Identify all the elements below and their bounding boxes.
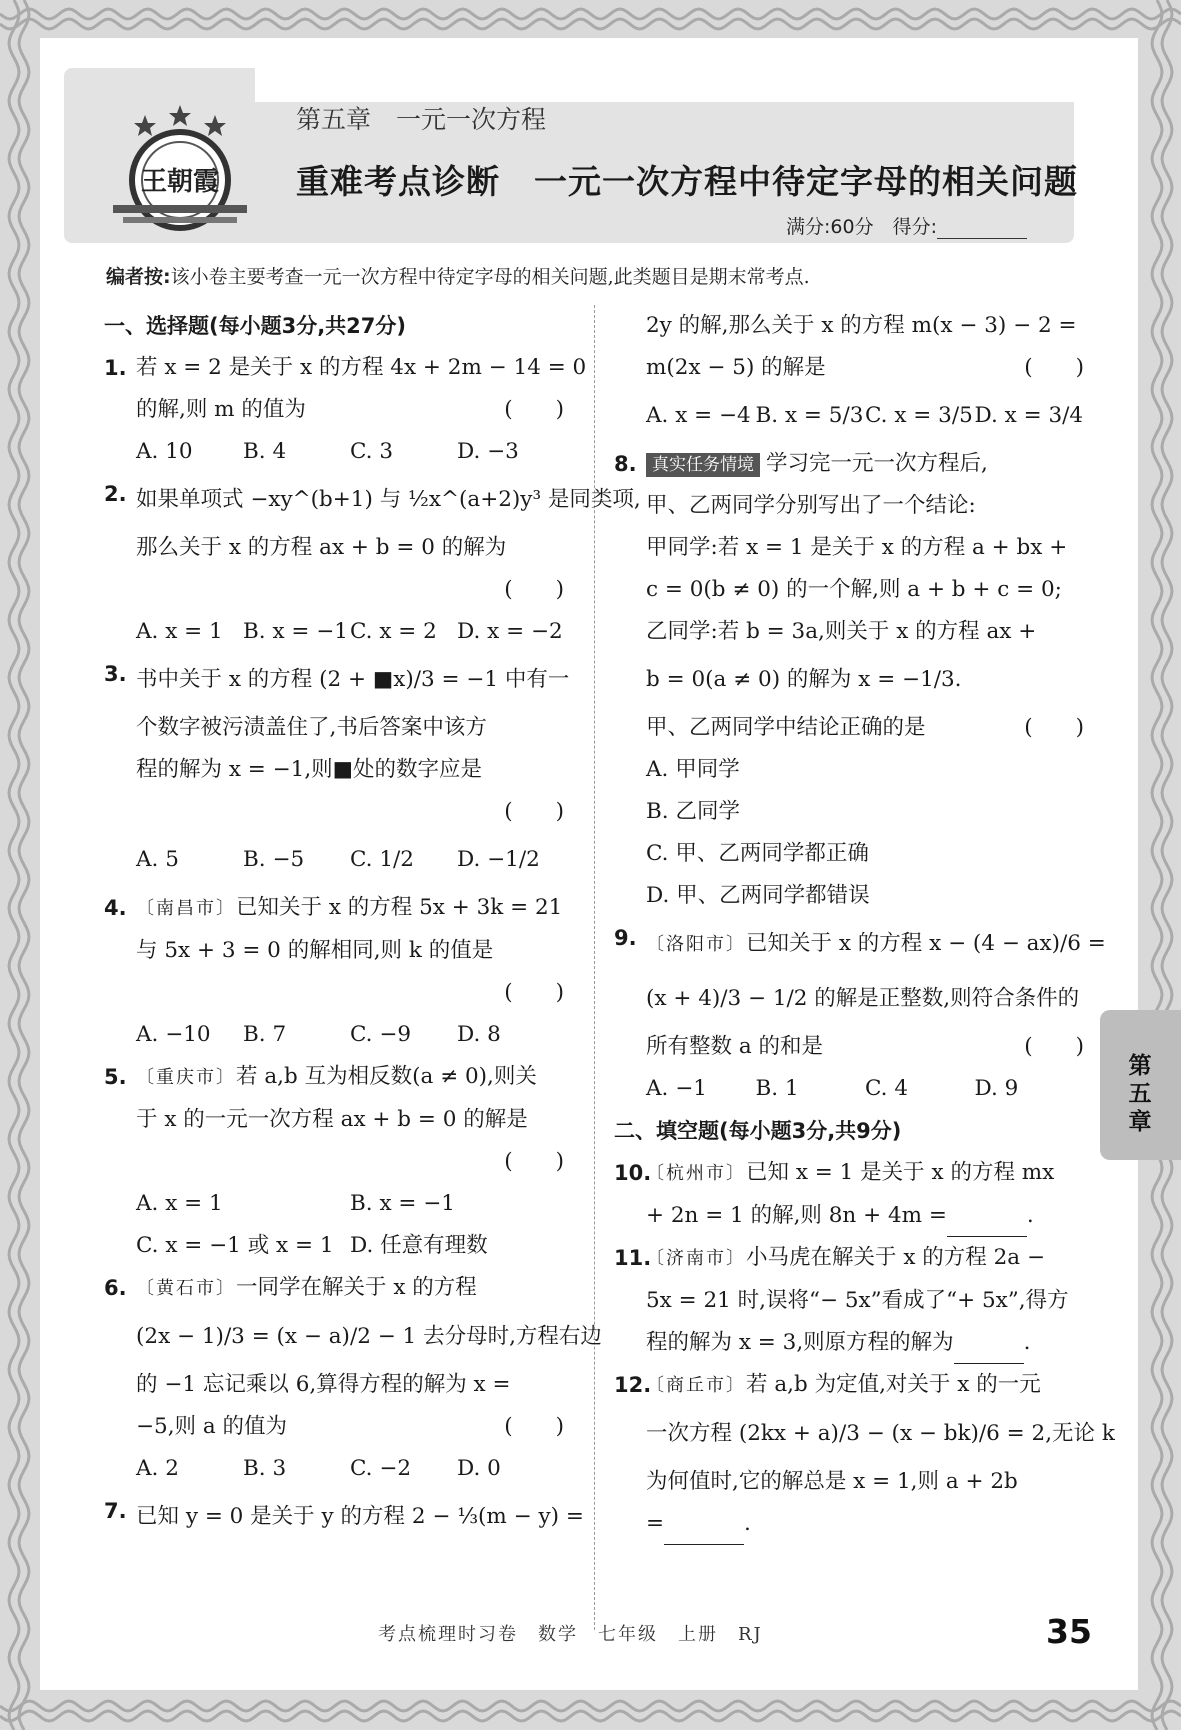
source-city: 〔济南市〕	[646, 1248, 746, 1269]
footer-text: 考点梳理时习卷 数学 七年级 上册 RJ	[378, 1624, 763, 1645]
question-number: 9.	[614, 926, 637, 950]
option-b[interactable]: B. −5	[243, 847, 305, 872]
section-title-fill: 二、填空题(每小题3分,共9分)	[614, 1119, 902, 1143]
question-number: 7.	[104, 1499, 127, 1523]
page-number: 35	[1046, 1612, 1092, 1651]
option-a[interactable]: A. x = 1	[136, 1191, 223, 1216]
option-c[interactable]: C. 3	[350, 439, 394, 464]
question-7-continued	[614, 305, 1084, 443]
question-10	[614, 1152, 1084, 1237]
source-city: 〔商丘市〕	[646, 1375, 746, 1396]
answer-paren[interactable]: ( )	[1024, 715, 1084, 740]
option-a[interactable]: A. −1	[646, 1076, 707, 1101]
option-c[interactable]: C. x = −1 或 x = 1	[136, 1233, 334, 1258]
option-c[interactable]: C. x = 2	[350, 619, 437, 644]
answer-paren[interactable]: ( )	[504, 397, 564, 422]
question-8	[614, 443, 1084, 917]
brand-logo	[105, 95, 255, 235]
option-a[interactable]: A. x = −4	[646, 403, 751, 428]
question-9	[614, 917, 1106, 1110]
question-text: 书中关于 x 的方程 (2 + ■x)/3 = −1 中有一	[136, 667, 570, 692]
question-text: 乙同学:若 b = 3a,则关于 x 的方程 ax +	[646, 619, 1037, 644]
question-text: 程的解为 x = −1,则■处的数字应是	[136, 757, 482, 782]
score-blank[interactable]	[937, 220, 1027, 239]
option-b[interactable]: B. 7	[243, 1022, 287, 1047]
answer-blank[interactable]	[947, 1216, 1027, 1237]
option-a[interactable]: A. x = 1	[136, 619, 223, 644]
score-line	[786, 212, 1027, 239]
option-a[interactable]: A. 2	[136, 1456, 179, 1481]
option-d[interactable]: D. 甲、乙两同学都错误	[646, 883, 870, 908]
option-d[interactable]: D. x = −2	[457, 619, 563, 644]
option-d[interactable]: D. 任意有理数	[350, 1233, 488, 1258]
question-number: 5.	[104, 1065, 127, 1089]
chapter-label: 第五章 一元一次方程	[296, 105, 547, 134]
sentence-end: .	[744, 1511, 751, 1536]
scenario-tag: 真实任务情境	[646, 453, 760, 477]
question-5	[104, 1056, 564, 1267]
question-number: 1.	[104, 356, 127, 380]
question-text: 小马虎在解关于 x 的方程 2a −	[746, 1245, 1045, 1270]
question-text: 为何值时,它的解总是 x = 1,则 a + 2b	[646, 1469, 1018, 1494]
section-title-choice: 一、选择题(每小题3分,共27分)	[104, 314, 407, 338]
option-c[interactable]: C. 4	[865, 1076, 909, 1101]
question-2	[104, 473, 641, 653]
question-number: 8.	[614, 452, 637, 476]
option-b[interactable]: B. 4	[243, 439, 287, 464]
question-text: 的解,则 m 的值为	[136, 397, 306, 422]
answer-paren[interactable]: ( )	[504, 1149, 564, 1174]
source-city: 〔杭州市〕	[646, 1163, 746, 1184]
question-12	[614, 1364, 1115, 1545]
question-number: 10.	[614, 1161, 652, 1185]
option-c[interactable]: C. 甲、乙两同学都正确	[646, 841, 869, 866]
question-number: 2.	[104, 482, 127, 506]
question-6	[104, 1267, 602, 1490]
question-text: 个数字被污渍盖住了,书后答案中该方	[136, 715, 487, 740]
question-text: 若 a,b 互为相反数(a ≠ 0),则关	[236, 1064, 537, 1089]
question-text: + 2n = 1 的解,则 8n + 4m =	[646, 1203, 947, 1228]
option-b[interactable]: B. x = 5/3	[755, 403, 864, 428]
answer-paren[interactable]: ( )	[504, 1414, 564, 1439]
question-text: 所有整数 a 的和是	[646, 1034, 823, 1059]
option-a[interactable]: A. 甲同学	[646, 757, 740, 782]
option-b[interactable]: B. 1	[755, 1076, 799, 1101]
sentence-end: .	[1023, 1330, 1031, 1355]
option-c[interactable]: C. x = 3/5	[865, 403, 973, 428]
option-c[interactable]: C. −2	[350, 1456, 412, 1481]
editor-note-label: 编者按:	[106, 266, 171, 288]
question-text: 一同学在解关于 x 的方程	[236, 1275, 477, 1300]
question-text: 已知关于 x 的方程 5x + 3k = 21	[236, 895, 563, 920]
option-c[interactable]: C. −9	[350, 1022, 412, 1047]
source-city: 〔黄石市〕	[136, 1278, 236, 1299]
answer-paren[interactable]: ( )	[504, 577, 564, 602]
question-text: 那么关于 x 的方程 ax + b = 0 的解为	[136, 535, 507, 560]
editor-note	[106, 262, 810, 289]
option-c[interactable]: C. 1/2	[350, 847, 414, 872]
question-text: 已知 y = 0 是关于 y 的方程 2 − ⅓(m − y) =	[136, 1504, 584, 1529]
option-a[interactable]: A. 5	[136, 847, 179, 872]
option-a[interactable]: A. −10	[136, 1022, 211, 1047]
option-b[interactable]: B. 3	[243, 1456, 287, 1481]
question-text: 已知关于 x 的方程 x − (4 − ax)/6 =	[746, 931, 1106, 956]
answer-paren[interactable]: ( )	[504, 799, 564, 824]
answer-paren[interactable]: ( )	[1024, 1034, 1084, 1059]
option-a[interactable]: A. 10	[136, 439, 193, 464]
question-text: 甲、乙两同学分别写出了一个结论:	[646, 493, 976, 518]
question-text: 如果单项式 −xy^(b+1) 与 ½x^(a+2)y³ 是同类项,	[136, 487, 641, 512]
editor-note-text: 该小卷主要考查一元一次方程中待定字母的相关问题,此类题目是期末常考点.	[170, 266, 810, 288]
source-city: 〔南昌市〕	[136, 898, 236, 919]
question-text: 甲同学:若 x = 1 是关于 x 的方程 a + bx +	[646, 535, 1068, 560]
option-d[interactable]: D. 0	[457, 1456, 501, 1481]
question-text: −5,则 a 的值为	[136, 1414, 288, 1439]
question-11	[614, 1237, 1084, 1364]
logo-text: 王朝霞	[140, 167, 220, 197]
question-text: 2y 的解,那么关于 x 的方程 m(x − 3) − 2 =	[646, 313, 1077, 338]
sentence-end: .	[1026, 1203, 1034, 1228]
question-number: 12.	[614, 1373, 652, 1397]
question-text: 的 −1 忘记乘以 6,算得方程的解为 x =	[136, 1372, 511, 1397]
question-3	[104, 653, 570, 887]
question-1	[104, 347, 587, 473]
option-d[interactable]: D. −1/2	[457, 847, 540, 872]
question-text: (x + 4)/3 − 1/2 的解是正整数,则符合条件的	[646, 986, 1080, 1011]
header-notch	[255, 68, 1074, 102]
question-7	[104, 1490, 584, 1544]
score-label: 满分:60分 得分:	[786, 216, 937, 238]
chapter-side-tab[interactable]	[1100, 1010, 1181, 1160]
question-text: 于 x 的一元一次方程 ax + b = 0 的解是	[136, 1107, 528, 1132]
answer-blank[interactable]	[664, 1524, 744, 1545]
question-text: 若 x = 2 是关于 x 的方程 4x + 2m − 14 = 0	[136, 355, 587, 380]
question-text: 一次方程 (2kx + a)/3 − (x − bk)/6 = 2,无论 k	[646, 1421, 1115, 1446]
page-title: 重难考点诊断 一元一次方程中待定字母的相关问题	[296, 162, 1078, 201]
question-number: 11.	[614, 1246, 652, 1270]
question-text: 与 5x + 3 = 0 的解相同,则 k 的值是	[136, 938, 494, 963]
question-text: m(2x − 5) 的解是	[646, 355, 826, 380]
question-text: (2x − 1)/3 = (x − a)/2 − 1 去分母时,方程右边	[136, 1324, 602, 1349]
answer-paren[interactable]: ( )	[1024, 355, 1084, 380]
question-text: 学习完一元一次方程后,	[766, 451, 988, 476]
answer-paren[interactable]: ( )	[504, 980, 564, 1005]
question-number: 4.	[104, 896, 127, 920]
question-number: 6.	[104, 1276, 127, 1300]
question-number: 3.	[104, 662, 127, 686]
option-d[interactable]: D. 8	[457, 1022, 501, 1047]
option-b[interactable]: B. 乙同学	[646, 799, 740, 824]
question-text: 程的解为 x = 3,则原方程的解为	[646, 1330, 954, 1355]
option-d[interactable]: D. −3	[457, 439, 519, 464]
source-city: 〔洛阳市〕	[646, 934, 746, 955]
side-tab-label: 第五章	[1128, 1053, 1152, 1135]
question-text: 甲、乙两同学中结论正确的是	[646, 715, 926, 740]
option-d[interactable]: D. 9	[974, 1076, 1019, 1101]
question-text: b = 0(a ≠ 0) 的解为 x = −1/3.	[646, 667, 962, 692]
option-b[interactable]: B. x = −1	[350, 1191, 455, 1216]
question-text: =	[646, 1511, 665, 1536]
question-text: 5x = 21 时,误将“− 5x”看成了“+ 5x”,得方	[646, 1288, 1069, 1313]
question-text: 若 a,b 为定值,对关于 x 的一元	[746, 1372, 1041, 1397]
option-b[interactable]: B. x = −1	[243, 619, 348, 644]
question-text: c = 0(b ≠ 0) 的一个解,则 a + b + c = 0;	[646, 577, 1062, 602]
right-column	[614, 305, 1115, 1545]
question-4	[104, 887, 564, 1056]
answer-blank[interactable]	[954, 1343, 1024, 1364]
source-city: 〔重庆市〕	[136, 1067, 236, 1088]
option-d[interactable]: D. x = 3/4	[974, 403, 1084, 428]
question-text: 已知 x = 1 是关于 x 的方程 mx	[746, 1160, 1055, 1185]
